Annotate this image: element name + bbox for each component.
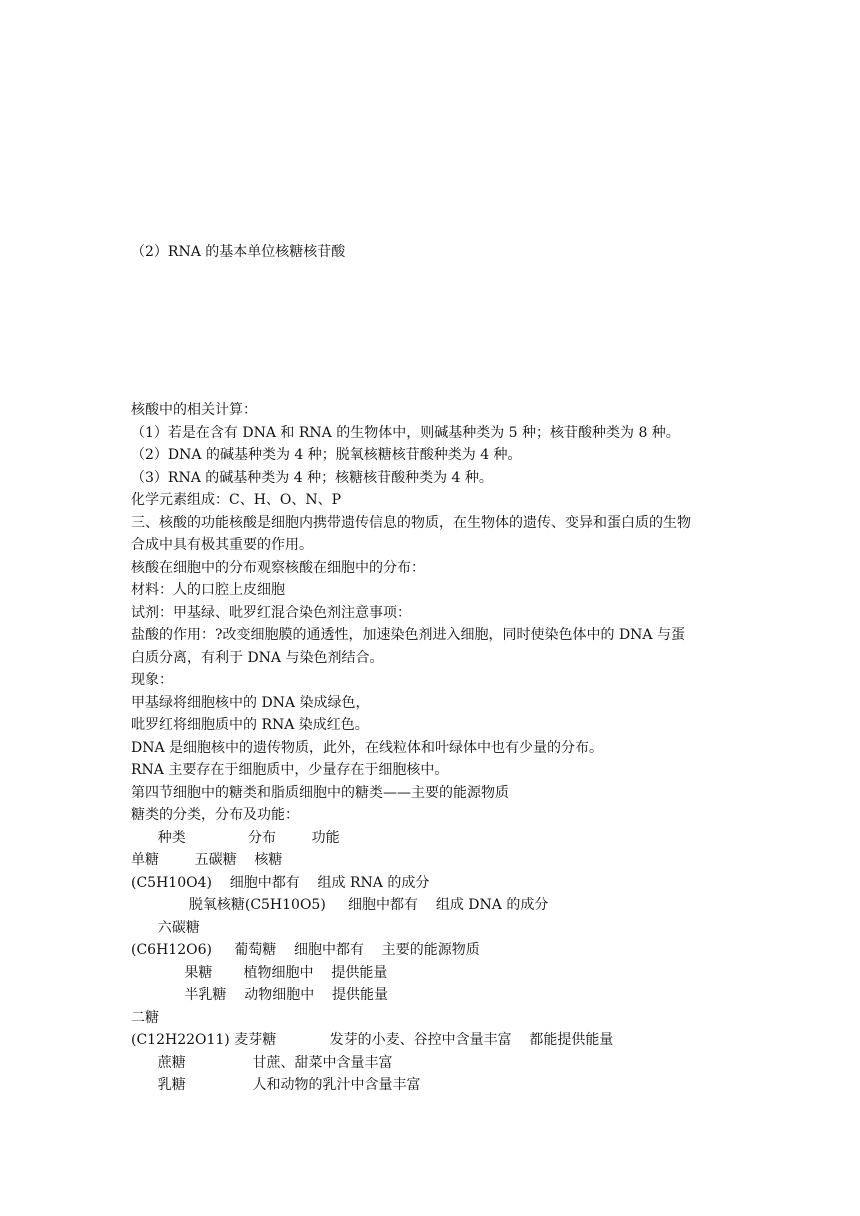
sugar-row-galactose: 半乳糖 动物细胞中 提供能量: [131, 987, 389, 1003]
reagent-line: 试剂：甲基绿、吡罗红混合染色剂注意事项：: [131, 605, 411, 621]
function-line-1: 三、核酸的功能核酸是细胞内携带遗传信息的物质，在生物体的遗传、变异和蛋白质的生物: [131, 515, 691, 531]
sugar-row-fructose: 果糖 植物细胞中 提供能量: [131, 965, 388, 981]
sugar-row-sucrose: 蔗糖 甘蔗、甜菜中含量丰富: [131, 1055, 393, 1071]
sugar-table-header: 种类 分布 功能: [131, 830, 340, 846]
hcl-line-2: 白质分离，有利于 DNA 与染色剂结合。: [131, 650, 384, 666]
calc-line-3: （3）RNA 的碱基种类为 4 种；核糖核苷酸种类为 4 种。: [131, 470, 493, 486]
dna-location: DNA 是细胞核中的遗传物质，此外，在线粒体和叶绿体中也有少量的分布。: [131, 740, 604, 756]
hcl-line-1: 盐酸的作用：?改变细胞膜的通透性，加速染色剂进入细胞，同时使染色体中的 DNA 与蛋: [131, 627, 685, 643]
calc-line-2: （2）DNA 的碱基种类为 4 种；脱氧核糖核苷酸种类为 4 种。: [131, 447, 522, 463]
sugar-row-hexose: 六碳糖: [131, 920, 200, 936]
sugar-classification-title: 糖类的分类，分布及功能：: [131, 807, 299, 823]
phenomenon-red: 吡罗红将细胞质中的 RNA 染成红色。: [131, 717, 369, 733]
function-line-2: 合成中具有极其重要的作用。: [131, 537, 313, 553]
heading-rna-unit: （2）RNA 的基本单位核糖核苷酸: [131, 244, 346, 260]
sugar-row-disaccharide: 二糖: [131, 1010, 159, 1026]
sugar-row-lactose: 乳糖 人和动物的乳汁中含量丰富: [131, 1077, 421, 1093]
sugar-row-deoxyribose: 脱氧核糖(C5H10O5) 细胞中都有 组成 DNA 的成分: [131, 897, 549, 913]
phenomenon-green: 甲基绿将细胞核中的 DNA 染成绿色，: [131, 695, 370, 711]
elements-line: 化学元素组成：C、H、O、N、P: [131, 492, 342, 508]
section-calc-title: 核酸中的相关计算：: [131, 402, 257, 418]
sugar-row-maltose: (C12H22O11) 麦芽糖 发芽的小麦、谷控中含量丰富 都能提供能量: [131, 1032, 614, 1048]
section-4-title: 第四节细胞中的糖类和脂质细胞中的糖类——主要的能源物质: [131, 785, 509, 801]
material-line: 材料：人的口腔上皮细胞: [131, 582, 285, 598]
sugar-row-monosaccharide: 单糖 五碳糖 核糖: [131, 852, 283, 868]
rna-location: RNA 主要存在于细胞质中，少量存在于细胞核中。: [131, 762, 449, 778]
calc-line-1: （1）若是在含有 DNA 和 RNA 的生物体中，则碱基种类为 5 种；核苷酸种类为 8 种。: [131, 425, 680, 441]
sugar-row-glucose: (C6H12O6) 葡萄糖 细胞中都有 主要的能源物质: [131, 942, 480, 958]
sugar-row-ribose: (C5H10O4) 细胞中都有 组成 RNA 的成分: [131, 875, 430, 891]
distribution-title: 核酸在细胞中的分布观察核酸在细胞中的分布：: [131, 560, 425, 576]
phenomenon-title: 现象：: [131, 672, 173, 688]
